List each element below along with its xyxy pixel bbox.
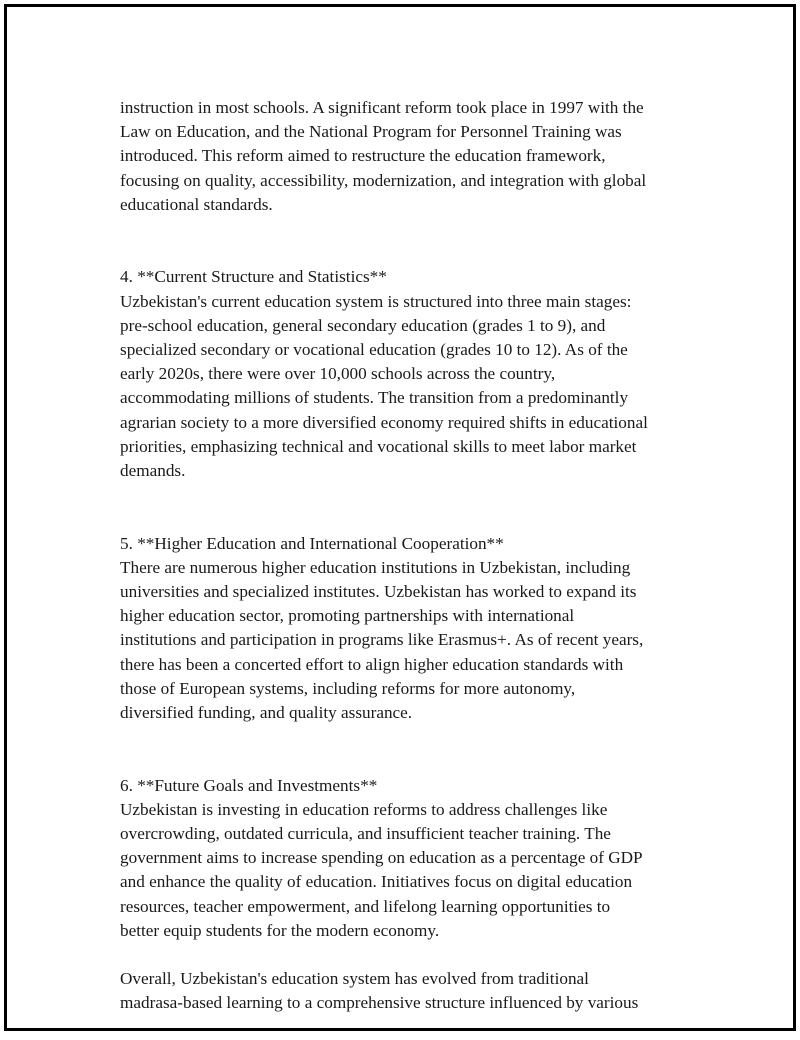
section-current-structure xyxy=(120,241,700,483)
page-frame xyxy=(4,4,796,1031)
section-heading: 5. **Higher Education and International Cooperation** xyxy=(120,533,504,553)
section-heading: 6. **Future Goals and Investments** xyxy=(120,775,378,795)
document-body xyxy=(120,96,700,1040)
intro-paragraph: instruction in most schools. A significant reform took place in 1997 with the Law on Education, and the National Program for Personnel Training was introduced. This reform aimed to restructure the education framework, focusing on quality, accessibility, modernization, and integration with global educational standards. xyxy=(120,98,647,214)
closing-paragraph: Overall, Uzbekistan's education system has evolved from traditional madrasa-based learning to a comprehensive structure influenced by various xyxy=(120,969,639,1013)
section-body: Uzbekistan's current education system is structured into three main stages: pre-school education, general secondary education (grades 1 to 9), and specialized secondary or vocational education (grades 10 to 12). As of the early 2020s, there were over 10,000 schools across the country, accommodating millions of students. The transition from a predominantly agrarian society to a more diversified economy required shifts in educational priorities, emphasizing technical and vocational skills to meet labor market demands. xyxy=(120,291,648,481)
section-heading: 4. **Current Structure and Statistics** xyxy=(120,267,387,287)
section-body: Uzbekistan is investing in education reforms to address challenges like overcrowding, outdated curricula, and insufficient teacher training. The government aims to increase spending on education as a percentage of GDP and enhance the quality of education. Initiatives focus on digital education resources, teacher empowerment, and lifelong learning opportunities to better equip students for the modern economy. xyxy=(120,799,643,940)
section-body: There are numerous higher education institutions in Uzbekistan, including universities and specialized institutes. Uzbekistan has worked to expand its higher education sector, promoting partnerships with international institutions and participation in programs like Erasmus+. As of recent years, there has been a concerted effort to align higher education standards with those of European systems, including reforms for more autonomy, diversified funding, and quality assurance. xyxy=(120,557,644,723)
section-future-goals xyxy=(120,749,700,943)
section-higher-education xyxy=(120,507,700,725)
